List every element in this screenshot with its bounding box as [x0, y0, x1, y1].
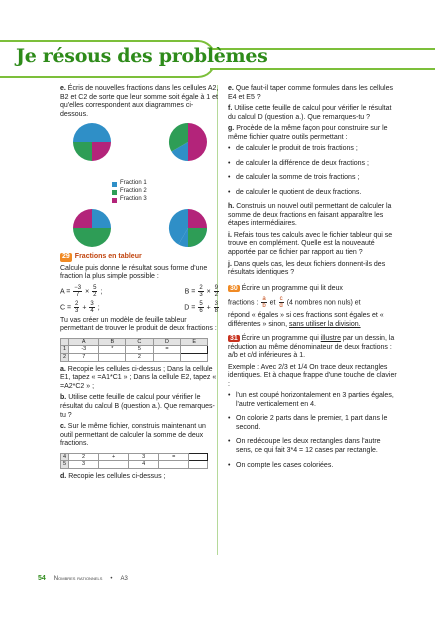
- cell: [98, 461, 128, 469]
- question-e-right: [228, 85, 398, 102]
- expression-label: A =: [60, 288, 71, 296]
- cell: 3: [129, 453, 159, 461]
- question-label: e.: [60, 85, 66, 92]
- fraction: [278, 296, 283, 309]
- question-label: j.: [228, 260, 232, 268]
- numerator: 9: [214, 284, 218, 291]
- question-label: e.: [228, 85, 234, 92]
- conjunction: et: [269, 299, 276, 307]
- question-g: [228, 125, 398, 142]
- denominator: 4: [90, 307, 94, 314]
- question-text: Recopie les cellules ci-dessus ; Dans la cellule E1, tapez « =A1*C1 » ; Dans la cellule E2, tapez « =A2*C2 » ;: [60, 365, 217, 390]
- list-item: • l'un est coupé horizontalement en 3 parties égales, l'autre verticalement en 4.: [228, 392, 398, 409]
- cell: 4: [129, 461, 159, 469]
- exercise-29-model-text: Tu vas créer un modèle de feuille tableur permettant de trouver le produit de deux fractions :: [60, 316, 217, 333]
- list-item: • On redécoupe les deux rectangles dans l'autre sens, ce qui fait 3*4 = 12 cases par rectangle.: [228, 438, 398, 455]
- chapter-name: Nombres rationnels: [53, 575, 103, 582]
- exercise-30-text: répond « égales » si ces fractions sont égales et « différentes » sinon,: [228, 312, 384, 328]
- exercise-30-instructions: [228, 312, 398, 329]
- question-text: Utilise cette feuille de calcul pour vérifier le résultat du calcul B (question a.). Que remarques-tu ?: [60, 394, 215, 419]
- exercise-30-text: (4 nombres non nuls) et: [286, 299, 361, 307]
- numerator: 3: [90, 300, 94, 307]
- cell: 7: [69, 354, 99, 362]
- separator: ;: [97, 304, 100, 312]
- denominator: 3: [75, 307, 79, 314]
- cell: 5: [126, 346, 154, 354]
- numerator: 5: [93, 284, 97, 291]
- denominator: 7: [76, 291, 80, 298]
- pie-chart-3: [72, 208, 112, 248]
- legend-label: Fraction 2: [120, 188, 147, 195]
- question-label: c.: [60, 423, 66, 431]
- spreadsheet-row: [61, 453, 208, 461]
- fraction: [92, 285, 97, 298]
- numerator: 2: [75, 300, 79, 307]
- operator: ×: [206, 288, 211, 296]
- page-title: Je résous des problèmes: [16, 45, 268, 67]
- list-item: • de calculer la somme de trois fractions ;: [228, 174, 398, 183]
- question-b: [60, 394, 220, 420]
- pie-chart-2: [168, 122, 208, 162]
- spreadsheet-row: [61, 461, 208, 469]
- denominator: 3: [199, 291, 203, 298]
- expression-c: [60, 301, 100, 314]
- expression-label: B =: [184, 288, 196, 296]
- fraction: [214, 285, 219, 298]
- cell: [153, 354, 181, 362]
- selected-cell: [189, 453, 208, 461]
- question-label: d.: [60, 473, 67, 481]
- question-label: i.: [228, 231, 232, 239]
- question-h: [228, 203, 398, 229]
- question-text: Dans quels cas, les deux fichiers donnent-ils des résultats identiques ?: [228, 260, 386, 277]
- page-footer: [38, 575, 128, 584]
- selected-cell: [181, 346, 208, 354]
- operator: +: [82, 304, 87, 312]
- cell: [99, 354, 126, 362]
- exercise-29-heading: [60, 253, 220, 262]
- denominator: 2: [214, 291, 218, 298]
- question-text: Recopie les cellules ci-dessus ;: [68, 473, 166, 481]
- question-label: b.: [60, 394, 67, 402]
- list-item: • On compte les cases coloriées.: [228, 462, 398, 471]
- cell: +: [98, 453, 128, 461]
- denominator: d: [279, 303, 283, 310]
- question-j: [228, 261, 398, 278]
- numerator: −3: [74, 284, 82, 291]
- exercise-31-example: Exemple : Avec 2/3 et 1/4 On trace deux rectangles identiques. Et à chaque frappe d'une touche de clavier :: [228, 363, 397, 388]
- exercise-30-emphasis: sans utiliser la division.: [288, 320, 361, 328]
- pie-chart-4: [168, 208, 208, 248]
- question-f: [228, 105, 398, 122]
- exercise-31-emphasis: illustre: [320, 335, 341, 343]
- row-header: 4: [61, 453, 69, 461]
- pie-charts-row-2: [60, 183, 220, 248]
- cell: [189, 461, 208, 469]
- legend-label: Fraction 1: [120, 180, 147, 187]
- question-i: [228, 232, 398, 258]
- fraction: [74, 301, 79, 314]
- numerator: a: [262, 296, 266, 303]
- left-column: [60, 85, 220, 485]
- column-header: C: [126, 338, 154, 346]
- exercise-31-text: Écrire un programme qui: [241, 335, 319, 343]
- cell: -3: [69, 346, 99, 354]
- expression-d: [184, 301, 220, 314]
- exercise-number-badge: 30: [230, 284, 238, 292]
- exercise-31: [228, 335, 398, 361]
- question-d: [60, 473, 220, 482]
- list-item: • de calculer le quotient de deux fractions.: [228, 189, 398, 198]
- fraction: [198, 285, 203, 298]
- question-text: Construis un nouvel outil permettant de calculer la somme de deux fractions en faisant apparaître les étapes intermédiaires.: [228, 203, 392, 228]
- cell: [181, 354, 208, 362]
- exercise-30-text: Écrire un programme qui lit deux: [241, 284, 343, 292]
- exercise-30-text: fractions :: [228, 299, 259, 307]
- page-header: [0, 38, 435, 80]
- exercise-number-badge: 29: [62, 253, 70, 261]
- spreadsheet-row: [61, 354, 208, 362]
- exercise-number-badge: 31: [230, 335, 238, 343]
- row-header: 1: [61, 346, 69, 354]
- legend-label: Fraction 3: [120, 196, 147, 203]
- cell: 3: [69, 461, 99, 469]
- question-a: [60, 366, 220, 392]
- pie-chart-1: [72, 122, 112, 162]
- question-label: f.: [228, 105, 233, 113]
- expression-label: C =: [60, 304, 72, 312]
- fraction: [214, 301, 219, 314]
- column-header: E: [181, 338, 208, 346]
- denominator: 2: [93, 291, 97, 298]
- fraction: [198, 301, 203, 314]
- expressions-row-2: [60, 301, 220, 314]
- cell: *: [99, 346, 126, 354]
- question-label: g.: [228, 125, 235, 133]
- row-header: 2: [61, 354, 69, 362]
- denominator: b: [262, 303, 266, 310]
- operator: ×: [85, 288, 90, 296]
- spreadsheet-1: [60, 338, 208, 362]
- operator: +: [206, 304, 211, 312]
- row-header: 5: [61, 461, 69, 469]
- column-header: [61, 338, 69, 346]
- expression-b: [185, 285, 220, 298]
- question-text: Que faut-il taper comme formules dans les cellules E4 et E5 ?: [228, 85, 393, 101]
- question-c: [60, 423, 220, 449]
- column-header: A: [69, 338, 99, 346]
- denominator: 8: [214, 307, 218, 314]
- question-g-list: [228, 145, 398, 197]
- question-label: h.: [228, 203, 235, 211]
- denominator: 6: [199, 307, 203, 314]
- column-header: D: [153, 338, 181, 346]
- exercise-29-intro: Calcule puis donne le résultat sous forme d'une fraction la plus simple possible :: [60, 264, 208, 281]
- expressions-row-1: [60, 285, 220, 298]
- cell: =: [153, 346, 181, 354]
- spreadsheet-row: [61, 346, 208, 354]
- question-text: Écris de nouvelles fractions dans les cellules A2, B2 et C2 de sorte que leur somme soit égale à 1 et qu'elles correspondent aux diagrammes ci-dessous.: [60, 85, 219, 118]
- question-text: Utilise cette feuille de calcul pour vérifier le résultat du calcul D (question a.). Que remarques-tu ?: [228, 105, 392, 121]
- expression-label: D =: [184, 304, 196, 312]
- right-column: [228, 85, 398, 476]
- column-header: B: [99, 338, 126, 346]
- chapter-code: A3: [120, 575, 128, 582]
- list-item: • On colorie 2 parts dans le premier, 1 part dans le second.: [228, 415, 398, 432]
- fraction: [73, 285, 82, 298]
- cell: 2: [69, 453, 99, 461]
- exercise-31-list: [228, 392, 398, 470]
- expression-a: [60, 285, 102, 298]
- question-label: a.: [60, 365, 66, 373]
- page-number: 54: [38, 575, 46, 582]
- question-text: Procède de la même façon pour construire sur le même fichier quatre outils permettant :: [228, 125, 388, 141]
- exercise-30-fractions: [228, 296, 398, 309]
- cell: [159, 461, 189, 469]
- fraction: [261, 296, 266, 309]
- numerator: 5: [199, 300, 203, 307]
- question-text: Sur le même fichier, construis maintenant un outil permettant de calculer la somme de deux fractions.: [60, 423, 206, 448]
- fraction: [89, 301, 94, 314]
- spreadsheet-header-row: [61, 338, 208, 346]
- cell: 2: [126, 354, 154, 362]
- list-item: • de calculer la différence de deux fractions ;: [228, 160, 398, 169]
- exercise-title: Fractions en tableur: [74, 253, 142, 261]
- list-item: • de calculer le produit de trois fractions ;: [228, 145, 398, 154]
- exercise-30: [228, 285, 398, 294]
- numerator: 3: [214, 300, 218, 307]
- footer-separator: •: [110, 575, 113, 582]
- separator: ;: [100, 288, 103, 296]
- question-e-left: [60, 85, 220, 119]
- exercise-31-text: par un dessin, la réduction au même dénominateur de deux fractions : a/b et c/d inférieures à 1.: [228, 335, 395, 360]
- numerator: c: [279, 296, 283, 303]
- cell: =: [159, 453, 189, 461]
- question-text: Refais tous tes calculs avec le fichier tableur qui se trouve en complément. Quelle est la nouveauté apportée par ce fichier par rapport au tien ?: [228, 231, 393, 256]
- numerator: 2: [199, 284, 203, 291]
- spreadsheet-2: [60, 453, 208, 469]
